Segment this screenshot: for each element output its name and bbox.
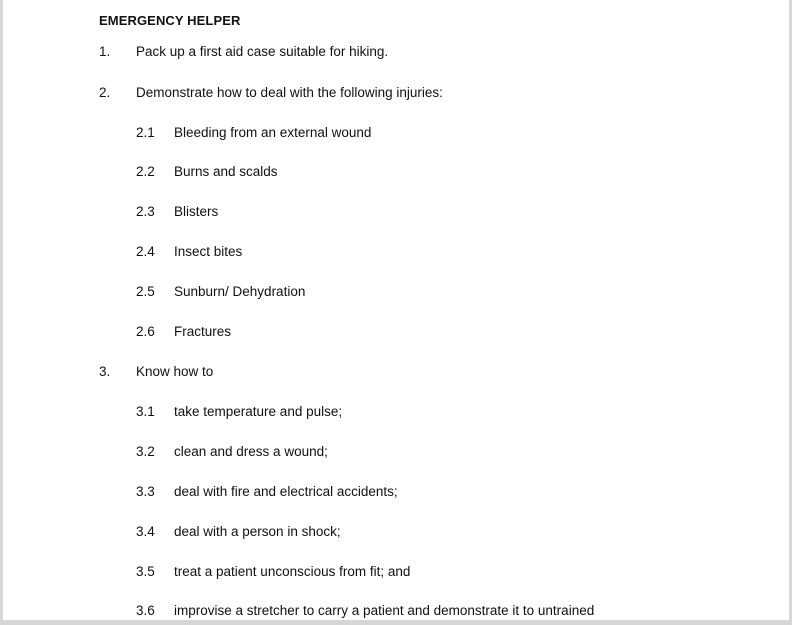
- subitem-number: 3.5: [136, 564, 155, 579]
- subitem-number: 3.1: [136, 404, 155, 419]
- item-text: Pack up a first aid case suitable for hiking.: [136, 44, 389, 59]
- subitem-number: 3.4: [136, 524, 155, 539]
- subitem-text: Bleeding from an external wound: [174, 125, 372, 140]
- item-number: 2.: [99, 85, 111, 100]
- subitem-text: take temperature and pulse;: [174, 404, 343, 419]
- subitem-number: 2.4: [136, 244, 155, 259]
- item-text: Know how to: [136, 364, 214, 379]
- subitem-number: 3.3: [136, 484, 155, 499]
- subitem-text: Sunburn/ Dehydration: [174, 284, 306, 299]
- subitem-text: clean and dress a wound;: [174, 444, 328, 459]
- subitem-text: improvise a stretcher to carry a patient and demonstrate it to untrained: [174, 603, 595, 618]
- subitem-number: 2.3: [136, 204, 155, 219]
- item-text: Demonstrate how to deal with the following injuries:: [136, 85, 443, 100]
- subitem-text: Insect bites: [174, 244, 243, 259]
- subitem-number: 2.2: [136, 164, 155, 179]
- subitem-text: Fractures: [174, 324, 232, 339]
- subitem-number: 2.6: [136, 324, 155, 339]
- subitem-number: 3.2: [136, 444, 155, 459]
- subitem-number: 2.1: [136, 125, 155, 140]
- subitem-text: deal with fire and electrical accidents;: [174, 484, 398, 499]
- subitem-text: treat a patient unconscious from fit; and: [174, 564, 411, 579]
- subitem-text: Blisters: [174, 204, 219, 219]
- item-number: 3.: [99, 364, 111, 379]
- subitem-text: deal with a person in shock;: [174, 524, 341, 539]
- subitem-number: 2.5: [136, 284, 155, 299]
- document-title: EMERGENCY HELPER: [99, 13, 241, 28]
- subitem-text: Burns and scalds: [174, 164, 278, 179]
- item-number: 1.: [99, 44, 111, 59]
- subitem-number: 3.6: [136, 603, 155, 618]
- document-page: [3, 0, 789, 620]
